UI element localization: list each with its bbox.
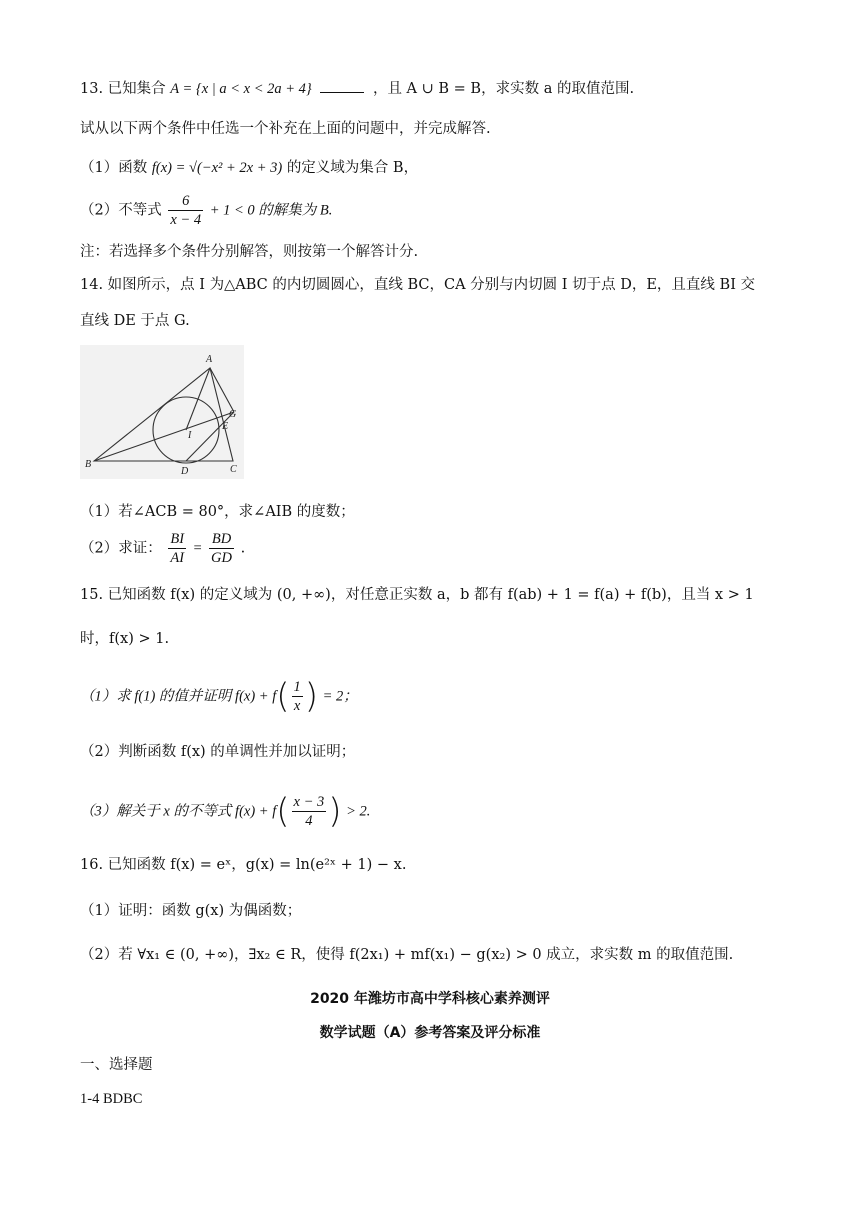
label-c: C [230, 464, 237, 475]
q14-part1: （1）若∠ACB = 80°，求∠AIB 的度数； [80, 504, 355, 520]
q13-stem: 13. 已知集合 A = {x | a < x < 2a + 4} ，且 A ∪ B = B，求实数 a 的取值范围. [80, 81, 635, 97]
q13-instruction: 试从以下两个条件中任选一个补充在上面的问题中，并完成解答. [80, 121, 491, 137]
q13-condition-1: （1）函数 f(x) = √(−x² + 2x + 3) 的定义域为集合 B， [80, 160, 419, 176]
label-a: A [206, 354, 213, 365]
q16-part1: （1）证明：函数 g(x) 为偶函数； [80, 903, 302, 919]
q15-stem-line2: 时，f(x) > 1. [80, 631, 170, 647]
q13-note: 注：若选择多个条件分别解答，则按第一个解答计分. [80, 244, 419, 260]
q15-part1: （1）求 f(1) 的值并证明 f(x) + f( $\frac{1}{x}$ ) = 2； [80, 676, 358, 717]
q15-part2: （2）判断函数 f(x) 的单调性并加以证明； [80, 744, 356, 760]
q16-part2: （2）若 ∀x₁ ∈ (0, +∞)，∃x₂ ∈ R，使得 f(2x₁) + mf(x₁) − g(x₂) > 0 成立，求实数 m 的取值范围. [80, 947, 734, 963]
answers-title-1: 2020 年潍坊市高中学科核心素养测评 [310, 991, 550, 1007]
q14-part2: （2）求证： $\frac{BI}{AI}$ = $\frac{BD}{GD}$ . [80, 531, 246, 566]
label-g: G [229, 409, 237, 420]
q13-condition-2: （2）不等式 $\frac{6}{x - 4}$ + 1 < 0 的解集为 B. [80, 193, 333, 228]
q15-stem-line1: 15. 已知函数 f(x) 的定义域为 (0, +∞)，对任意正实数 a，b 都有 f(ab) + 1 = f(a) + f(b)，且当 x > 1 [80, 587, 754, 603]
q13-set-a: A = {x | a < x < 2a + 4} [170, 81, 312, 97]
q13-blank[interactable] [320, 80, 364, 93]
label-e: E [222, 421, 229, 432]
answers-section: 一、选择题 [80, 1057, 153, 1073]
label-b: B [85, 459, 92, 470]
q14-stem-line2: 直线 DE 于点 G. [80, 313, 190, 329]
q16-stem: 16. 已知函数 f(x) = eˣ，g(x) = ln(e²ˣ + 1) − x. [80, 857, 407, 873]
q15-part3: （3）解关于 x 的不等式 f(x) + f( $\frac{x - 3}{4}$ ) > 2. [80, 791, 371, 832]
answers-title-2: 数学试题（A）参考答案及评分标准 [319, 1025, 541, 1041]
q13-fraction: $\frac{6}{x - 4}$ [170, 193, 202, 228]
incircle-triangle-figure [80, 345, 244, 479]
label-d: D [181, 466, 189, 477]
answers-row-1: 1-4 BDBC [80, 1091, 143, 1107]
label-i: I [188, 430, 192, 441]
q14-stem-line1: 14. 如图所示，点 I 为△ABC 的内切圆圆心，直线 BC，CA 分别与内切圆 I 切于点 D，E，且直线 BI 交 [80, 277, 756, 293]
